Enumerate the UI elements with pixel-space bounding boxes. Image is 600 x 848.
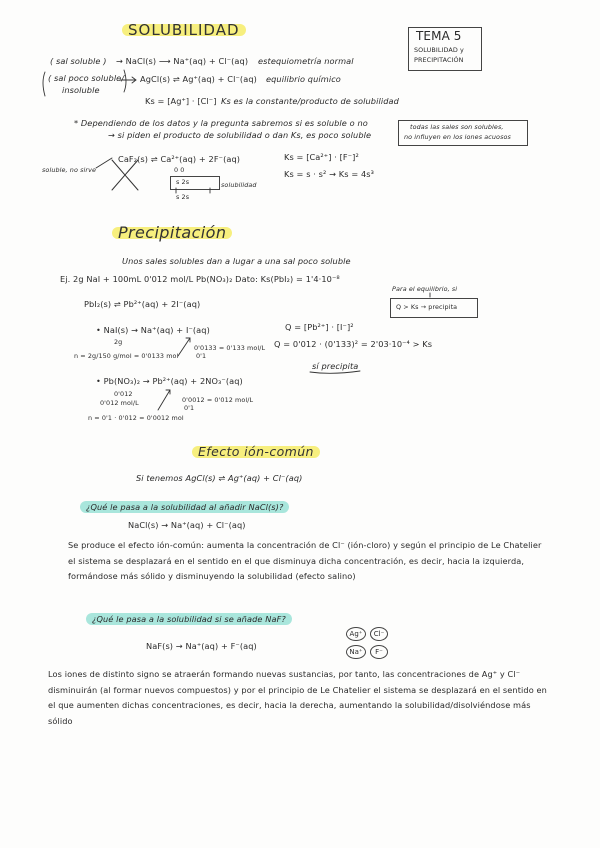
q-calculation: Q = 0'012 · (0'133)² = 2'03·10⁻⁴ > Ks <box>274 339 433 349</box>
equilibrium-note: Para el equilibrio, si <box>392 285 458 293</box>
nai-moles: n = 2g/150 g/mol = 0'0133 mol <box>74 352 179 360</box>
nai-volume: 0'1 <box>196 352 207 360</box>
topic-subtitle-1: SOLUBILIDAD y <box>414 46 464 54</box>
pbno3-initial: 0'012 <box>114 390 133 398</box>
depend-note-1: * Dependiendo de los datos y la pregunta sabremos si es soluble o no <box>74 118 368 128</box>
side-note-arrow <box>96 158 112 168</box>
pbi2-equation: PbI₂(s) ⇌ Pb²⁺(aq) + 2I⁻(aq) <box>84 299 201 309</box>
topic-number: TEMA 5 <box>416 29 462 43</box>
pbno3-moles: n = 0'1 · 0'012 = 0'0012 mol <box>88 414 184 422</box>
ion-comun-title: Efecto ión-común <box>192 446 320 458</box>
ks-caf2-expression: Ks = [Ca²⁺] · [F⁻]² <box>284 152 359 162</box>
brace-right <box>124 70 126 92</box>
question-2-answer: Los iones de distinto signo se atraerán formando nuevas sustancias, por tanto, las concentraciones de Ag⁺ y Cl⁻ disminuirán (al formar nuevos compuestos) y por el principio de Le Chatelier el sistema se desplazará en el sentido en el que aumenten dichas concentraciones, es decir, hacia la derecha, aumentando la solubilidad/disolviéndose más sólido <box>48 669 547 726</box>
pbno3-arrow <box>158 390 170 410</box>
side-note: soluble, no sirve <box>42 166 97 174</box>
pbno3-calculation: 0'0012 = 0'012 mol/L <box>182 396 254 404</box>
question-1: ¿Qué le pasa a la solubilidad al añadir NaCl(s)? <box>80 501 289 513</box>
precipitation-rule: Q > Ks → precipita <box>396 303 458 311</box>
sal-soluble-label: ( sal soluble ) <box>50 56 107 66</box>
question-2: ¿Qué le pasa a la solubilidad si se añade NaF? <box>86 613 292 625</box>
precipitacion-intro: Unos sales solubles dan a lugar a una sal poco soluble <box>122 256 351 266</box>
nai-mass: 2g <box>114 338 123 346</box>
precipita-result: sí precipita <box>312 361 359 371</box>
ion-na-circle: Na⁺ <box>346 645 366 659</box>
nai-equation: • NaI(s) → Na⁺(aq) + I⁻(aq) <box>96 325 210 335</box>
sal-soluble-equation: → NaCl(s) ⟶ Na⁺(aq) + Cl⁻(aq) <box>116 56 249 66</box>
page-title: SOLUBILIDAD <box>122 24 246 36</box>
ice-row-change: s 2s <box>176 178 190 186</box>
caf2-cross <box>112 160 138 190</box>
ks-expression: Ks = [Ag⁺] · [Cl⁻] <box>145 96 217 106</box>
q-expression: Q = [Pb²⁺] · [I⁻]² <box>285 322 354 332</box>
sal-insoluble-label: insoluble <box>62 85 100 95</box>
pbno3-equation: • Pb(NO₃)₂ → Pb²⁺(aq) + 2NO₃⁻(aq) <box>96 376 243 386</box>
salts-note-line-1: todas las sales son solubles, <box>410 123 504 131</box>
question-1-equation: NaCl(s) → Na⁺(aq) + Cl⁻(aq) <box>128 520 246 530</box>
ion-f-circle: F⁻ <box>370 645 388 659</box>
ion-ag-circle: Ag⁺ <box>346 627 366 641</box>
question-2-equation: NaF(s) → Na⁺(aq) + F⁻(aq) <box>146 641 257 651</box>
arrow-poco <box>120 77 136 83</box>
nai-concentration: 0'0133 = 0'133 mol/L <box>194 344 266 352</box>
sal-poco-soluble-label: ( sal poco soluble/ <box>48 73 125 83</box>
pbno3-concentration: 0'012 mol/L <box>100 399 139 407</box>
question-1-answer: Se produce el efecto ión-común: aumenta la concentración de Cl⁻ (ión-cloro) y según el principio de Le Chatelier el sistema se desplazará en el sentido en el que disminuya dicha concentración, es decir, hacia la izquierda, formándose más sólido y disminuyendo la solubilidad (efecto salino) <box>68 540 542 581</box>
topic-subtitle-2: PRECIPITACIÓN <box>414 56 464 64</box>
salts-note-line-2: no influyen en los iones acuosos <box>404 133 511 141</box>
pbno3-volume: 0'1 <box>184 404 195 412</box>
ice-row-initial: 0 0 <box>174 166 185 174</box>
ion-comun-intro: Si tenemos AgCl(s) ⇌ Ag⁺(aq) + Cl⁻(aq) <box>136 473 303 483</box>
ks-definition: Ks es la constante/producto de solubilidad <box>221 96 399 106</box>
precipitacion-title: Precipitación <box>112 227 232 239</box>
nai-arrow <box>178 338 190 356</box>
precipitacion-example: Ej. 2g NaI + 100mL 0'012 mol/L Pb(NO₃)₂ Dato: Ks(PbI₂) = 1'4·10⁻⁸ <box>60 274 340 284</box>
ice-label: solubilidad <box>221 181 257 189</box>
precipita-underline <box>310 371 360 373</box>
ice-arrows <box>176 188 210 193</box>
caf2-equation: CaF₂(s) ⇌ Ca²⁺(aq) + 2F⁻(aq) <box>118 154 241 164</box>
sal-poco-soluble-note: equilibrio químico <box>266 74 341 84</box>
ion-cl-circle: Cl⁻ <box>370 627 388 641</box>
depend-note-2: → si piden el producto de solubilidad o dan Ks, es poco soluble <box>108 130 372 140</box>
sal-soluble-note: estequiometría normal <box>258 56 354 66</box>
ice-row-equilibrium: s 2s <box>176 193 190 201</box>
brace-left <box>43 72 45 96</box>
sal-poco-soluble-equation: AgCl(s) ⇌ Ag⁺(aq) + Cl⁻(aq) <box>140 74 257 84</box>
ks-caf2-result: Ks = s · s² → Ks = 4s³ <box>284 169 375 179</box>
